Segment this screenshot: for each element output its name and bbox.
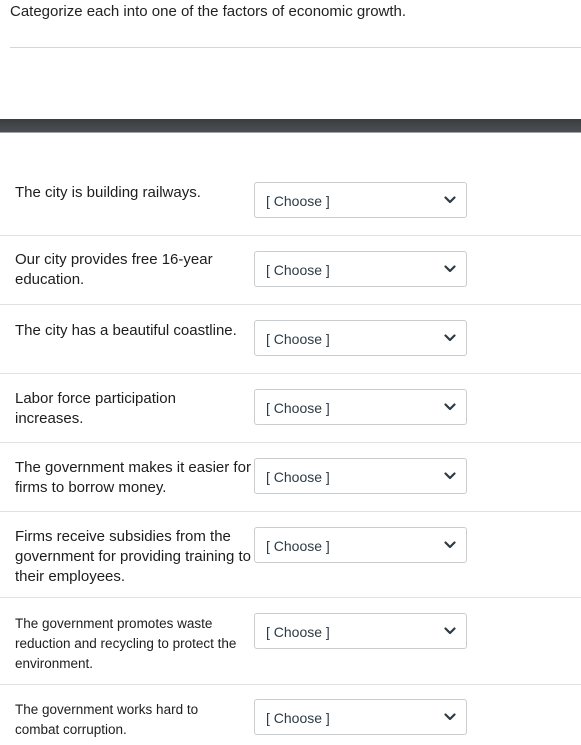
answer-select[interactable] bbox=[254, 182, 467, 218]
chevron-down-icon bbox=[444, 540, 456, 550]
chevron-down-icon bbox=[444, 402, 456, 412]
select-value: [ Choose ] bbox=[266, 469, 330, 485]
select-value: [ Choose ] bbox=[266, 400, 330, 416]
statement-label: Our city provides free 16-year education. bbox=[15, 251, 213, 288]
question-divider bbox=[10, 47, 581, 48]
statement-label: Firms receive subsidies from the government for providing training to their employees. bbox=[15, 528, 251, 585]
statement-label: The government promotes waste reduction and recycling to protect the environment. bbox=[15, 616, 237, 671]
answer-select[interactable] bbox=[254, 251, 467, 287]
statement-label: The government works hard to combat corruption. bbox=[15, 702, 199, 737]
row-divider bbox=[0, 235, 581, 236]
select-value: [ Choose ] bbox=[266, 331, 330, 347]
statement-label: The city is building railways. bbox=[15, 184, 201, 201]
answer-select[interactable] bbox=[254, 613, 467, 649]
answer-select[interactable] bbox=[254, 389, 467, 425]
select-value: [ Choose ] bbox=[266, 538, 330, 554]
chevron-down-icon bbox=[444, 195, 456, 205]
row-divider bbox=[0, 442, 581, 443]
section-header-bar bbox=[0, 119, 581, 133]
statement-label: Labor force participation increases. bbox=[15, 390, 176, 427]
answer-select[interactable] bbox=[254, 527, 467, 563]
answer-select[interactable] bbox=[254, 458, 467, 494]
answer-select[interactable] bbox=[254, 699, 467, 735]
chevron-down-icon bbox=[444, 333, 456, 343]
row-divider bbox=[0, 304, 581, 305]
chevron-down-icon bbox=[444, 712, 456, 722]
select-value: [ Choose ] bbox=[266, 624, 330, 640]
row-divider bbox=[0, 597, 581, 598]
chevron-down-icon bbox=[444, 626, 456, 636]
select-value: [ Choose ] bbox=[266, 710, 330, 726]
chevron-down-icon bbox=[444, 471, 456, 481]
row-divider bbox=[0, 684, 581, 685]
select-value: [ Choose ] bbox=[266, 193, 330, 209]
row-divider bbox=[0, 373, 581, 374]
row-divider bbox=[0, 511, 581, 512]
select-value: [ Choose ] bbox=[266, 262, 330, 278]
answer-select[interactable] bbox=[254, 320, 467, 356]
statement-label: The government makes it easier for firms to borrow money. bbox=[15, 459, 251, 496]
question-text: Categorize each into one of the factors of economic growth. bbox=[10, 3, 407, 20]
statement-label: The city has a beautiful coastline. bbox=[15, 322, 237, 339]
chevron-down-icon bbox=[444, 264, 456, 274]
